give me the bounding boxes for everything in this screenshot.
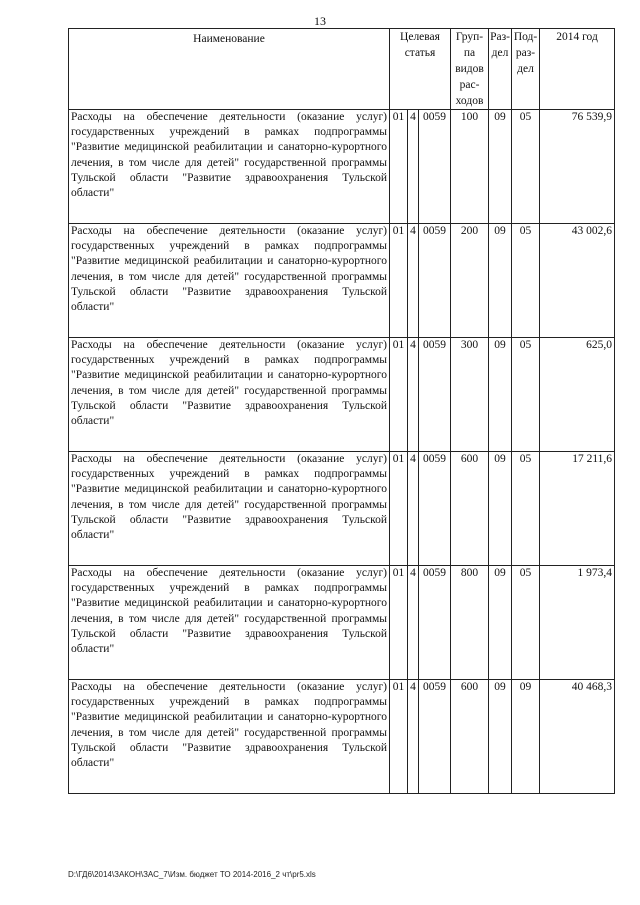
row-subsection: 09 <box>512 680 540 794</box>
row-program: 01 <box>390 224 408 338</box>
row-expense-group: 600 <box>451 452 489 566</box>
row-program: 01 <box>390 338 408 452</box>
header-target-article: Целевая статья <box>390 29 451 110</box>
page-number: 13 <box>314 14 326 28</box>
row-program: 01 <box>390 110 408 224</box>
row-name: Расходы на обеспечение деятельности (оказание услуг) государственных учреждений в рамках подпрограммы "Развитие медицинской реабилитации и санаторно-курортного лечения, в том числе для детей" государственной программы Тульской области "Развитие здравоохранения Тульской области" <box>69 566 390 680</box>
row-subprogram: 4 <box>408 452 419 566</box>
header-expense-group: Груп-па видов рас-ходов <box>451 29 489 110</box>
row-amount: 17 211,6 <box>540 452 615 566</box>
row-subprogram: 4 <box>408 338 419 452</box>
row-expense-group: 100 <box>451 110 489 224</box>
row-expense-group: 600 <box>451 680 489 794</box>
row-subsection: 05 <box>512 224 540 338</box>
footer-file-path: D:\ГД6\2014\ЗАКОН\ЗАС_7\Изм. бюджет ТО 2014-2016_2 чт\pr5.xls <box>68 870 316 879</box>
row-section: 09 <box>489 110 512 224</box>
row-name: Расходы на обеспечение деятельности (оказание услуг) государственных учреждений в рамках подпрограммы "Развитие медицинской реабилитации и санаторно-курортного лечения, в том числе для детей" государственной программы Тульской области "Развитие здравоохранения Тульской области" <box>69 452 390 566</box>
row-program: 01 <box>390 566 408 680</box>
row-direction: 0059 <box>419 452 451 566</box>
row-expense-group: 300 <box>451 338 489 452</box>
row-direction: 0059 <box>419 224 451 338</box>
table-row <box>69 338 615 452</box>
row-subprogram: 4 <box>408 224 419 338</box>
table-row <box>69 566 615 680</box>
row-name: Расходы на обеспечение деятельности (оказание услуг) государственных учреждений в рамках подпрограммы "Развитие медицинской реабилитации и санаторно-курортного лечения, в том числе для детей" государственной программы Тульской области "Развитие здравоохранения Тульской области" <box>69 338 390 452</box>
row-direction: 0059 <box>419 680 451 794</box>
row-amount: 625,0 <box>540 338 615 452</box>
row-subsection: 05 <box>512 110 540 224</box>
row-direction: 0059 <box>419 110 451 224</box>
row-subprogram: 4 <box>408 680 419 794</box>
row-section: 09 <box>489 452 512 566</box>
row-section: 09 <box>489 566 512 680</box>
row-program: 01 <box>390 680 408 794</box>
row-name: Расходы на обеспечение деятельности (оказание услуг) государственных учреждений в рамках подпрограммы "Развитие медицинской реабилитации и санаторно-курортного лечения, в том числе для детей" государственной программы Тульской области "Развитие здравоохранения Тульской области" <box>69 110 390 224</box>
row-expense-group: 800 <box>451 566 489 680</box>
budget-table <box>68 28 615 794</box>
row-amount: 40 468,3 <box>540 680 615 794</box>
row-section: 09 <box>489 680 512 794</box>
row-subsection: 05 <box>512 452 540 566</box>
row-subsection: 05 <box>512 338 540 452</box>
row-direction: 0059 <box>419 338 451 452</box>
row-subprogram: 4 <box>408 110 419 224</box>
row-name: Расходы на обеспечение деятельности (оказание услуг) государственных учреждений в рамках подпрограммы "Развитие медицинской реабилитации и санаторно-курортного лечения, в том числе для детей" государственной программы Тульской области "Развитие здравоохранения Тульской области" <box>69 224 390 338</box>
row-expense-group: 200 <box>451 224 489 338</box>
header-section: Раз-дел <box>489 29 512 110</box>
row-program: 01 <box>390 452 408 566</box>
row-subprogram: 4 <box>408 566 419 680</box>
table-row <box>69 680 615 794</box>
row-subsection: 05 <box>512 566 540 680</box>
table-row <box>69 452 615 566</box>
header-row <box>69 29 615 110</box>
row-amount: 1 973,4 <box>540 566 615 680</box>
row-direction: 0059 <box>419 566 451 680</box>
table-row <box>69 224 615 338</box>
row-section: 09 <box>489 224 512 338</box>
row-section: 09 <box>489 338 512 452</box>
row-amount: 76 539,9 <box>540 110 615 224</box>
header-name: Наименование <box>69 29 390 110</box>
header-subsection: Под-раз-дел <box>512 29 540 110</box>
row-name: Расходы на обеспечение деятельности (оказание услуг) государственных учреждений в рамках подпрограммы "Развитие медицинской реабилитации и санаторно-курортного лечения, в том числе для детей" государственной программы Тульской области "Развитие здравоохранения Тульской области" <box>69 680 390 794</box>
table-row <box>69 110 615 224</box>
header-year: 2014 год <box>540 29 615 110</box>
row-amount: 43 002,6 <box>540 224 615 338</box>
